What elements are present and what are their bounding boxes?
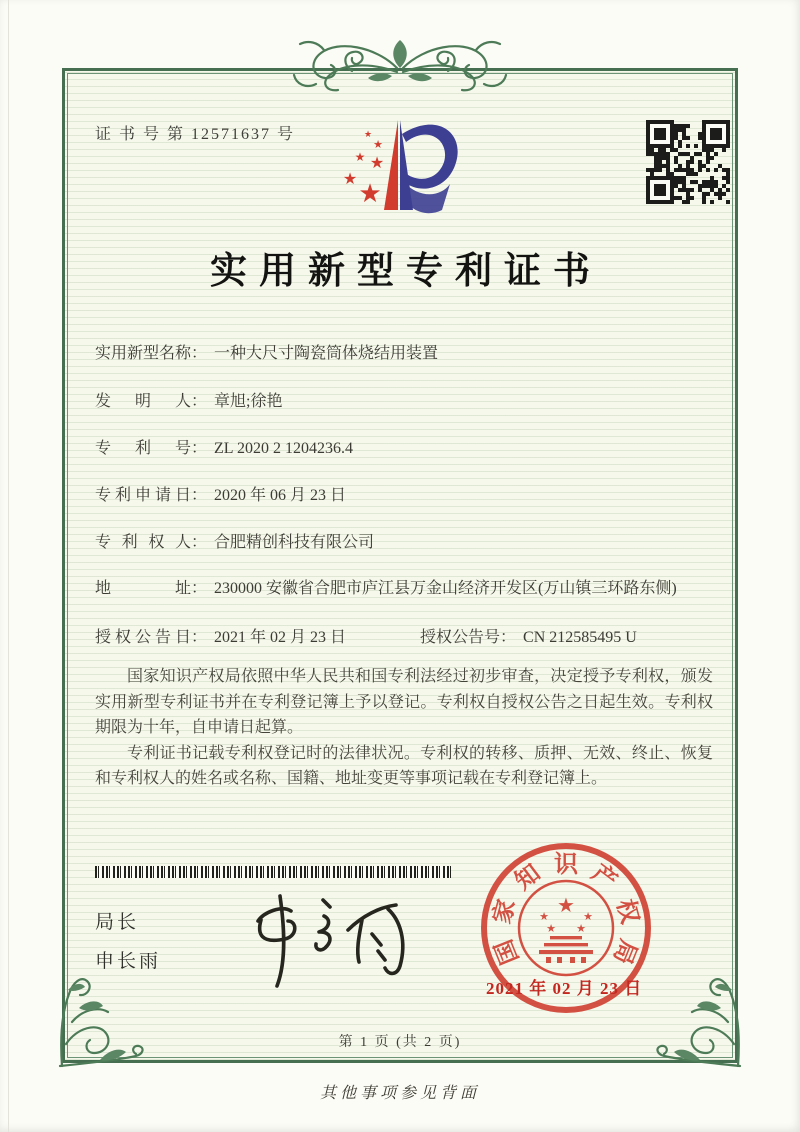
field-label: 授权公告日：	[95, 629, 208, 646]
field-value: 章旭;徐艳	[214, 393, 283, 410]
legal-text	[95, 664, 713, 792]
field-value: ZL 2020 2 1204236.4	[214, 440, 353, 457]
national-emblem	[539, 893, 593, 963]
field-address	[95, 577, 715, 600]
field-filing-date	[95, 484, 715, 507]
page-number: 第 1 页 (共 2 页)	[338, 1035, 462, 1050]
svg-text:产: 产	[586, 860, 622, 896]
field-label: 地址：	[95, 580, 208, 597]
field-inventor	[95, 390, 715, 413]
commissioner-block	[95, 903, 161, 981]
certificate-number: 证 书 号 第 12571637 号	[95, 126, 296, 143]
svg-text:★: ★	[342, 169, 358, 188]
svg-text:★: ★	[546, 922, 556, 935]
back-side-note: 其他事项参见背面	[319, 1085, 480, 1102]
field-patentee	[95, 531, 715, 554]
top-border-ornament	[280, 26, 520, 98]
field-label: 专利申请日：	[95, 487, 208, 504]
commissioner-role: 局长	[95, 912, 140, 933]
svg-text:家: 家	[489, 896, 521, 927]
certificate-title: 实用新型专利证书	[210, 251, 602, 292]
legal-paragraph-2: 专利证书记载专利权登记时的法律状况。专利权的转移、质押、无效、终止、恢复和专利权人的姓名或名称、国籍、地址变更等事项记载在专利登记簿上。	[95, 744, 713, 787]
logo-star-large: ★	[358, 179, 382, 209]
svg-text:知: 知	[510, 860, 546, 896]
svg-text:★: ★	[576, 922, 586, 935]
svg-text:识: 识	[554, 852, 578, 878]
svg-text:局: 局	[607, 935, 641, 968]
commissioner-signature	[228, 876, 433, 998]
field-label: 专利权人：	[95, 534, 208, 551]
bottom-left-corner-ornament	[48, 966, 148, 1074]
qr-code	[646, 120, 730, 204]
field-value: 一种大尺寸陶瓷筒体烧结用装置	[214, 345, 439, 362]
svg-text:★: ★	[363, 130, 373, 140]
seal-date: 2021 年 02 月 23 日	[486, 979, 643, 998]
field-utility-model-name	[95, 342, 715, 365]
bottom-right-corner-ornament	[652, 966, 752, 1074]
field-value: 2020 年 06 月 23 日	[214, 487, 347, 504]
svg-text:★: ★	[373, 138, 383, 151]
svg-text:★: ★	[354, 150, 366, 164]
field-patent-number	[95, 437, 715, 460]
svg-text:★: ★	[557, 893, 575, 917]
commissioner-name: 申长雨	[95, 951, 162, 972]
svg-text:权: 权	[611, 896, 643, 927]
svg-text:★: ★	[539, 910, 549, 923]
field-label: 发明人：	[95, 393, 208, 410]
cnipa-logo	[322, 106, 478, 232]
field-label: 实用新型名称：	[95, 345, 208, 362]
field-value: 合肥精创科技有限公司	[214, 534, 375, 551]
svg-text:★: ★	[583, 910, 593, 923]
legal-paragraph-1: 国家知识产权局依照中华人民共和国专利法经过初步审查，决定授予专利权，颁发实用新型专利证书并在专利登记簿上予以登记。专利权自授权公告之日起生效。专利权期限为十年，自申请日起算。	[95, 668, 713, 736]
field-value: 230000 安徽省合肥市庐江县万金山经济开发区(万山镇三环路东侧)	[214, 580, 677, 597]
svg-text:★: ★	[369, 153, 385, 172]
scan-edge-line	[8, 0, 9, 1132]
field-grant-number: 授权公告号： CN 212585495 U	[420, 629, 637, 646]
field-value: 2021 年 02 月 23 日	[214, 629, 347, 646]
svg-text:国: 国	[491, 935, 525, 968]
field-grant-row	[95, 626, 715, 649]
field-label: 专利号：	[95, 440, 208, 457]
